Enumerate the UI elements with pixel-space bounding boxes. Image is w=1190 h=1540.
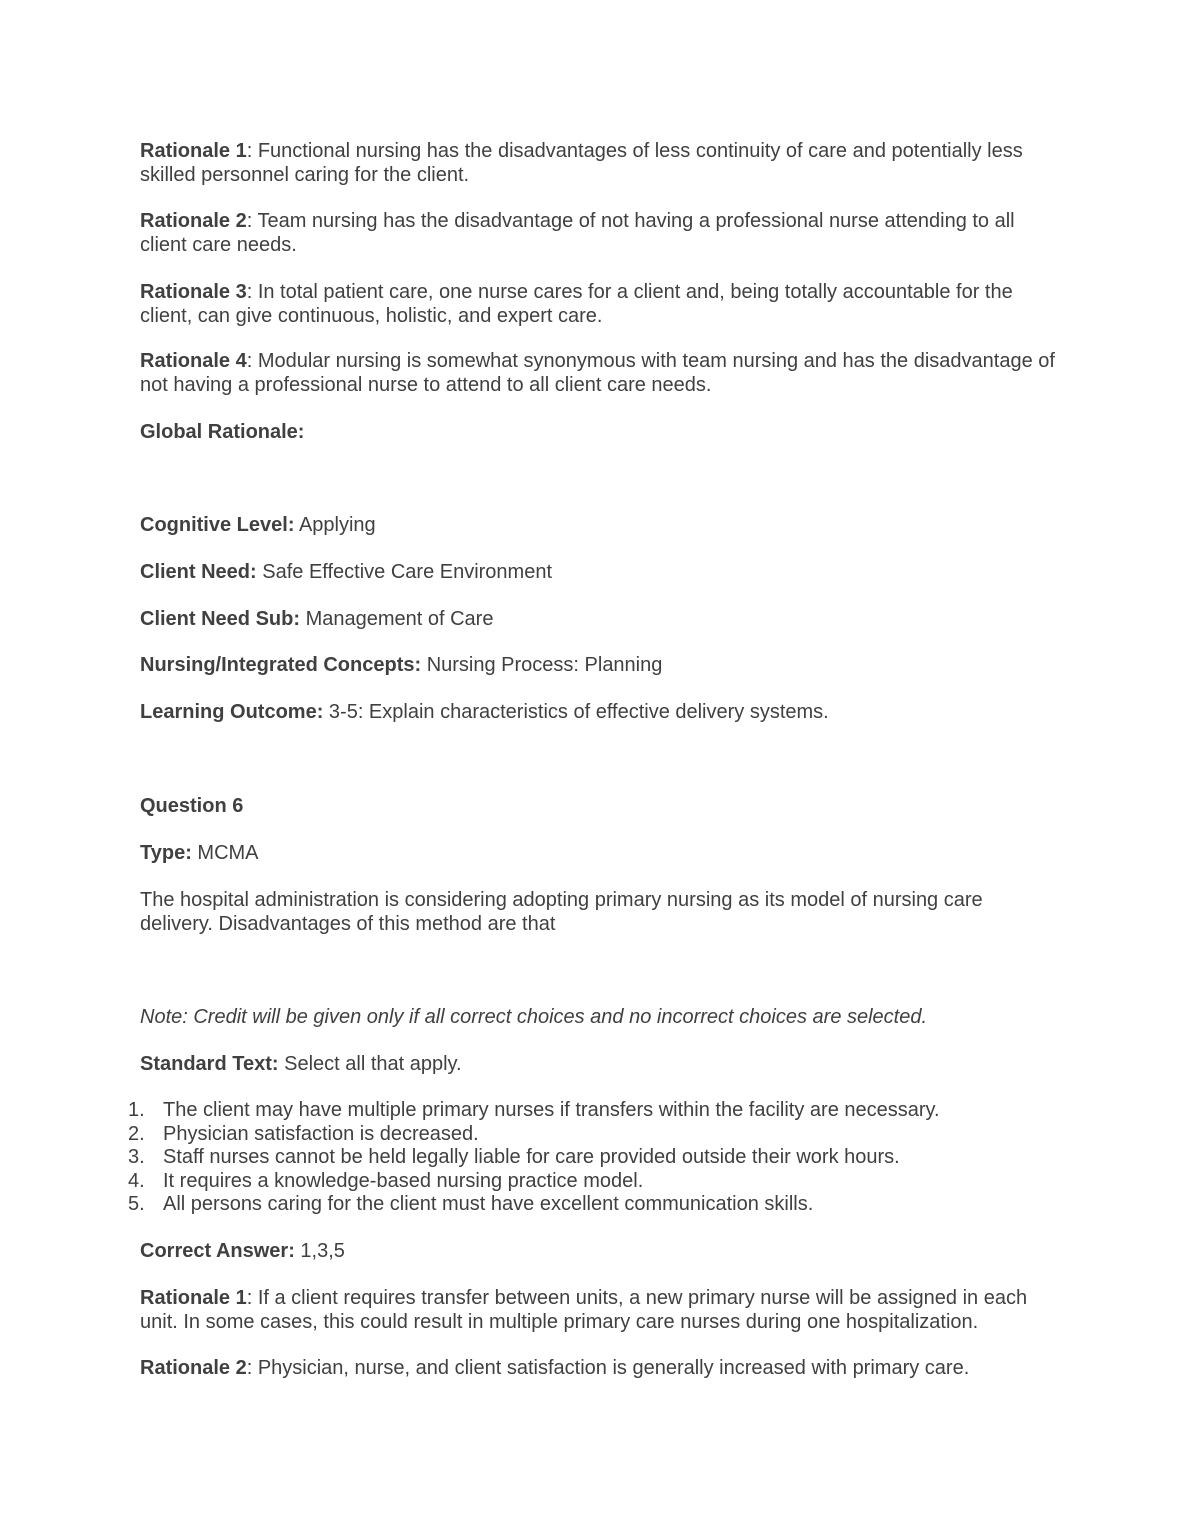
nursing-concepts [140, 654, 1060, 678]
client-need-label: Client Need: [140, 561, 257, 583]
rationale-4-text: : Modular nursing is somewhat synonymous with team nursing and has the disadvantage of not having a professional nurse to attend to all client care needs. [140, 350, 1055, 396]
standard-text [140, 1053, 1060, 1077]
rationale-2-text: : Team nursing has the disadvantage of not having a professional nurse attending to all client care needs. [140, 210, 1015, 256]
cognitive-level-label: Cognitive Level: [140, 514, 295, 536]
answer-option [126, 1170, 1066, 1194]
client-need [140, 561, 1060, 585]
rationale-2 [140, 210, 1060, 257]
learning-outcome-value: 3-5: Explain characteristics of effective delivery systems. [323, 701, 829, 723]
question-type-value: MCMA [191, 842, 259, 864]
rationale-3-text: : In total patient care, one nurse cares for a client and, being totally accountable for the client, can give continuous, holistic, and expert care. [140, 281, 1013, 327]
correct-answer-label: Correct Answer: [140, 1240, 295, 1262]
q6-rationale-1-text: : If a client requires transfer between units, a new primary nurse will be assigned in each unit. In some cases, this could result in multiple primary care nurses during one hospitalization. [140, 1287, 1028, 1333]
question-type-label: Type: [140, 842, 192, 864]
q6-rationale-2-text: : Physician, nurse, and client satisfaction is generally increased with primary care. [246, 1357, 970, 1379]
cognitive-level-value: Applying [294, 514, 376, 536]
nursing-concepts-label: Nursing/Integrated Concepts: [140, 654, 422, 676]
q6-rationale-1-label: Rationale 1 [140, 1287, 247, 1309]
option-text: All persons caring for the client must have excellent communication skills. [163, 1193, 814, 1215]
correct-answer [140, 1240, 1060, 1264]
option-number: 2. [128, 1122, 145, 1145]
answer-option [126, 1193, 1066, 1217]
q6-rationale-1 [140, 1287, 1060, 1334]
question-6-title: Question 6 [140, 795, 244, 817]
answer-option [126, 1123, 1066, 1147]
q6-rationale-2-label: Rationale 2 [140, 1357, 247, 1379]
rationale-1-label: Rationale 1 [140, 140, 247, 162]
question-stem: The hospital administration is considering adopting primary nursing as its model of nursing care delivery. Disadvantages of this method are that [140, 889, 983, 935]
client-need-sub-label: Client Need Sub: [140, 608, 301, 630]
rationale-1 [140, 140, 1060, 187]
standard-text-label: Standard Text: [140, 1053, 279, 1075]
client-need-sub [140, 608, 1060, 632]
question-type [140, 842, 1060, 866]
global-rationale [140, 421, 1060, 445]
nursing-concepts-value: Nursing Process: Planning [421, 654, 663, 676]
rationale-3-label: Rationale 3 [140, 281, 247, 303]
client-need-sub-value: Management of Care [300, 608, 494, 630]
answer-option [126, 1099, 1066, 1123]
rationale-4 [140, 350, 1060, 397]
client-need-value: Safe Effective Care Environment [256, 561, 553, 583]
option-number: 1. [128, 1099, 145, 1121]
rationale-2-label: Rationale 2 [140, 210, 247, 232]
answer-option [126, 1146, 1066, 1170]
answer-options-list [126, 1099, 1066, 1217]
global-rationale-label: Global Rationale: [140, 421, 305, 443]
option-text: The client may have multiple primary nurses if transfers within the facility are necessary. [163, 1099, 940, 1121]
credit-note: Note: Credit will be given only if all correct choices and no incorrect choices are selected. [140, 1006, 928, 1028]
learning-outcome [140, 701, 1060, 725]
cognitive-level [140, 514, 1060, 538]
learning-outcome-label: Learning Outcome: [140, 701, 324, 723]
q6-rationale-2 [140, 1357, 1060, 1381]
option-number: 3. [128, 1146, 145, 1168]
option-number: 5. [128, 1193, 145, 1215]
option-text: It requires a knowledge-based nursing practice model. [163, 1169, 644, 1192]
option-text: Physician satisfaction is decreased. [163, 1122, 479, 1145]
standard-text-value: Select all that apply. [278, 1053, 462, 1075]
option-number: 4. [128, 1169, 145, 1192]
rationale-3 [140, 281, 1060, 328]
rationale-4-label: Rationale 4 [140, 350, 247, 372]
rationale-1-text: : Functional nursing has the disadvantages of less continuity of care and potentially less skilled personnel caring for the client. [140, 140, 1023, 186]
option-text: Staff nurses cannot be held legally liable for care provided outside their work hours. [163, 1146, 900, 1168]
correct-answer-value: 1,3,5 [294, 1240, 345, 1262]
